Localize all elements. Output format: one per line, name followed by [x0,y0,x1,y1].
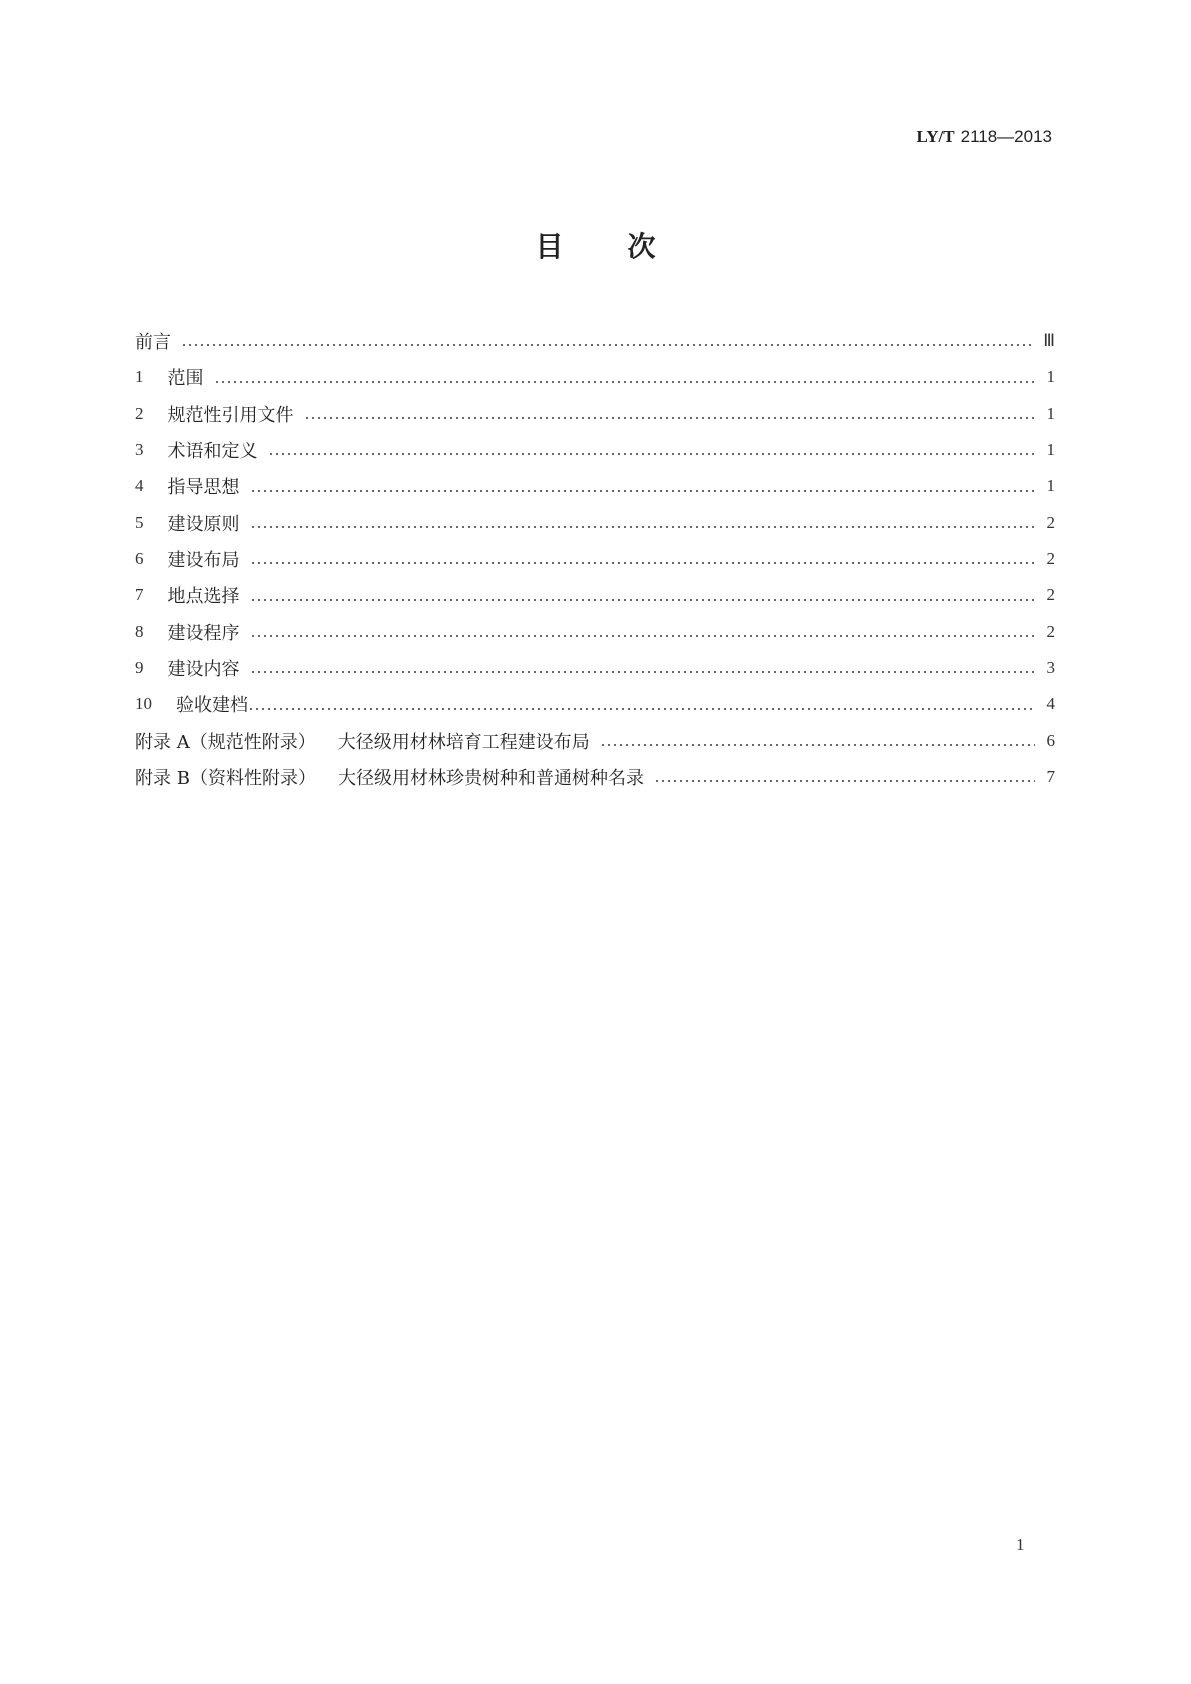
dot-leader [250,614,1036,650]
toc-entry-number: 8 [135,621,144,641]
dot-leader [250,541,1036,577]
dot-leader [181,323,1035,359]
page-title-char-1: 目 [535,230,564,263]
toc-entry-number: 5 [135,512,144,532]
dot-leader [250,505,1036,541]
toc-entry-page: 2 [1046,512,1055,532]
toc-entry-label: 建设原则 [167,513,240,535]
toc-entry-appendix-a[interactable] [135,723,1055,759]
toc-entry-label: 范围 [167,368,204,390]
toc-entry-label: 术语和定义 [167,441,258,463]
toc-entry-label: 建设布局 [167,550,240,572]
toc-entry-label: 地点选择 [167,586,240,608]
standard-code-prefix: LY/T [916,127,955,146]
toc-entry-number: 9 [135,658,144,678]
toc-entry-10[interactable] [135,686,1055,722]
page-title-char-2: 次 [627,230,656,263]
toc-entry-label: 大径级用材林培育工程建设布局 [337,731,590,753]
toc-entry-number: 10 [135,694,152,714]
toc-entry-number: 7 [135,585,144,605]
standard-code [917,125,1053,149]
dot-leader [248,686,1035,722]
toc-entry-page: 4 [1046,694,1055,714]
page-title [0,228,1191,266]
toc-entry-number: 2 [135,403,144,423]
dot-leader [654,759,1035,795]
toc-entry-label: 前言 [135,332,171,354]
toc-entry-page: 1 [1046,367,1055,387]
toc-entry-3[interactable] [135,432,1055,468]
toc-entry-preface[interactable] [135,323,1055,359]
toc-entry-page: 6 [1046,730,1055,750]
table-of-contents [135,323,1055,795]
toc-entry-2[interactable] [135,396,1055,432]
dot-leader [600,723,1035,759]
toc-entry-appendix-label: 附录 A（规范性附录） [135,731,316,753]
toc-entry-6[interactable] [135,541,1055,577]
toc-entry-page: 7 [1046,767,1055,787]
dot-leader [268,432,1036,468]
toc-entry-label: 大径级用材林珍贵树种和普通树种名录 [337,768,644,790]
toc-entry-label: 规范性引用文件 [167,404,294,426]
dot-leader [250,650,1036,686]
toc-entry-page: 2 [1046,549,1055,569]
toc-entry-label: 建设内容 [167,659,240,681]
toc-entry-4[interactable] [135,468,1055,504]
toc-entry-label: 验收建档 [176,695,248,717]
page-number: 1 [1016,1535,1025,1554]
toc-entry-1[interactable] [135,359,1055,395]
toc-entry-number: 1 [135,367,144,387]
dot-leader [214,359,1036,395]
dot-leader [304,396,1036,432]
toc-entry-page: 1 [1046,476,1055,496]
toc-entry-number: 3 [135,440,144,460]
toc-entry-number: 6 [135,549,144,569]
toc-entry-9[interactable] [135,650,1055,686]
toc-entry-page: 3 [1046,658,1055,678]
toc-entry-number: 4 [135,476,144,496]
toc-entry-page: Ⅲ [1043,331,1055,351]
dot-leader [250,577,1036,613]
toc-entry-label: 建设程序 [167,622,240,644]
standard-code-number: 2118—2013 [960,127,1052,146]
toc-entry-appendix-label: 附录 B（资料性附录） [135,768,316,790]
toc-entry-page: 2 [1046,585,1055,605]
toc-entry-page: 2 [1046,621,1055,641]
toc-entry-page: 1 [1046,403,1055,423]
toc-entry-label: 指导思想 [167,477,240,499]
toc-entry-appendix-b[interactable] [135,759,1055,795]
toc-entry-page: 1 [1046,440,1055,460]
toc-entry-8[interactable] [135,614,1055,650]
dot-leader [250,468,1036,504]
toc-entry-5[interactable] [135,505,1055,541]
toc-entry-7[interactable] [135,577,1055,613]
